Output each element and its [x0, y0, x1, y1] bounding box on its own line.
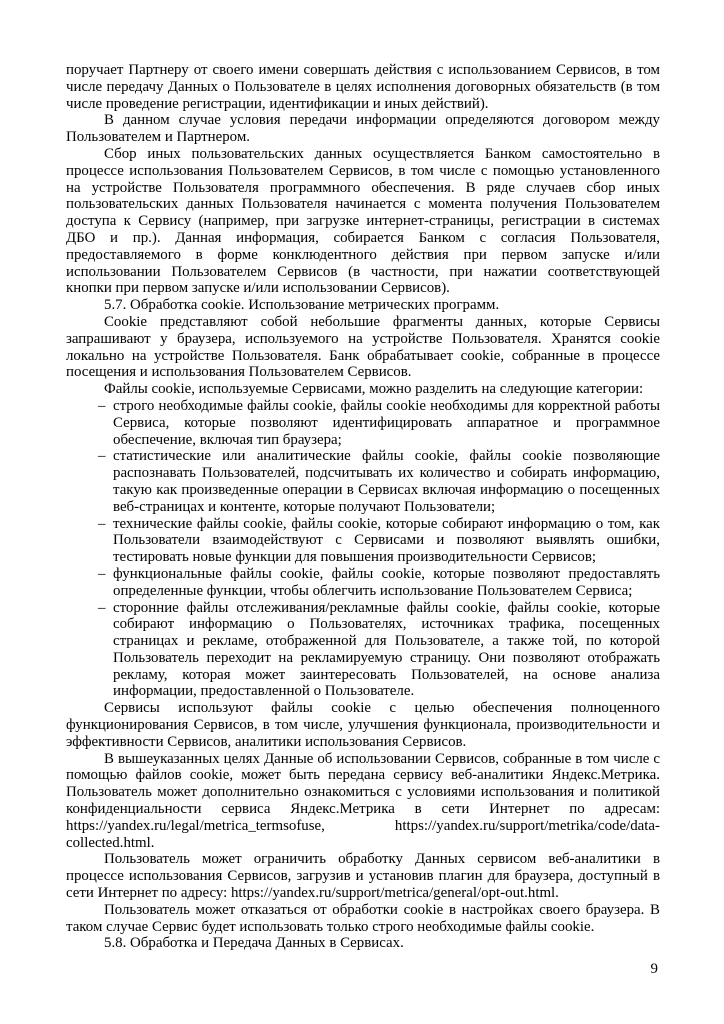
- paragraph: Файлы cookie, используемые Сервисами, можно разделить на следующие категории:: [104, 381, 644, 398]
- paragraph: поручает Партнеру от своего имени совершать действия с использованием Сервисов, в том числе передачу Данных о Пользователе в целях исполнения договорных обязательств (в том числе проведение регистрации, идентификации и иных действий).: [66, 62, 660, 112]
- bullet-text: статистические или аналитические файлы cookie, файлы cookie позволяющие распознавать Пользователей, подсчитывать их количество и собирать информацию, такую как произведенные операции в Сервисах включая информацию о посещенных веб-страницах и контенте, которые получают Пользователи;: [113, 448, 660, 515]
- bullet-text: строго необходимые файлы cookie, файлы cookie необходимы для корректной работы Сервиса, которые позволяют идентифицировать аппаратное и программное обеспечение, включая тип браузера;: [113, 397, 660, 448]
- bullet-dash-icon: –: [98, 565, 106, 582]
- paragraph: В вышеуказанных целях Данные об использовании Сервисов, собранные в том числе с помощью файлов cookie, может быть передана сервису веб-аналитики Яндекс.Метрика. Пользователь может дополнительно ознакомиться с условиями использования и политикой конфиденциальности сервиса Яндекс.Метрика в сети Интернет по адресам: https://yandex.ru/legal/metrica_termsofuse, https://yandex.ru/support/metrika/code/data-collected.html.: [66, 750, 660, 851]
- bullet-text: сторонние файлы отслеживания/рекламные файлы cookie, файлы cookie, которые собирают информацию о Пользователях, источниках трафика, посещенных страницах и рекламе, отображенной для Пользователе, а также той, по которой Пользователь переходит на рекламируемую страницу. Они позволяют отображать рекламу, которая может заинтересовать Пользователей, на основе анализа информации, предоставленной о Пользователе.: [113, 599, 660, 700]
- paragraph: Cookie представляют собой небольшие фрагменты данных, которые Сервисы запрашивают у браузера, используемого на устройстве Пользователя. Хранятся cookie локально на устройстве Пользователя. Банк обрабатывает cookie, собранные в процессе посещения и использования Пользователем Сервисов.: [66, 313, 660, 381]
- bullet-dash-icon: –: [98, 448, 106, 465]
- paragraph: 5.8. Обработка и Передача Данных в Сервисах.: [104, 935, 404, 952]
- bullet-item: [98, 448, 660, 515]
- bullet-item: [98, 600, 660, 701]
- bullet-text: функциональные файлы cookie, файлы cookie, которые позволяют предоставлять определенные функции, чтобы облегчить использование Пользователем Сервиса;: [113, 565, 660, 599]
- paragraph: 5.7. Обработка cookie. Использование метрических программ.: [104, 297, 500, 314]
- paragraph: В данном случае условия передачи информации определяются договором между Пользователем и Партнером.: [66, 112, 660, 146]
- paragraph: Сбор иных пользовательских данных осуществляется Банком самостоятельно в процессе использования Пользователем Сервисов, в том числе с помощью установленного на устройстве Пользователя программного обеспечения. В ряде случаев сбор иных пользовательских данных Пользователя начинается с момента получения Пользователем доступа к Сервису (например, при загрузке интернет-страницы, регистрации в системах ДБО и пр.). Данная информация, собирается Банком с согласия Пользователя, предоставляемого в форме конклюдентного действия при первом запуске и/или использовании Пользователем Сервисов (в частности, при нажатии соответствующей кнопки при первом запуске и/или использовании Сервисов).: [66, 145, 660, 297]
- bullet-dash-icon: –: [98, 515, 106, 532]
- document-body: [66, 62, 660, 952]
- bullet-item: [98, 516, 660, 566]
- page-number: 9: [650, 961, 658, 978]
- bullet-item: [98, 398, 660, 448]
- paragraph: Сервисы используют файлы cookie с целью обеспечения полноценного функционирования Сервисов, в том числе, улучшения функционала, производительности и эффективности Сервисов, аналитики использования Сервисов.: [66, 700, 660, 750]
- bullet-text: технические файлы cookie, файлы cookie, которые собирают информацию о том, как Пользователи взаимодействуют с Сервисами и позволяют выявлять ошибки, тестировать новые функции для повышения производительности Сервисов;: [113, 515, 660, 566]
- paragraph: Пользователь может отказаться от обработки cookie в настройках своего браузера. В таком случае Сервис будет использовать только строго необходимые файлы cookie.: [66, 901, 660, 935]
- bullet-dash-icon: –: [98, 599, 106, 616]
- bullet-dash-icon: –: [98, 397, 106, 414]
- paragraph: Пользователь может ограничить обработку Данных сервисом веб-аналитики в процессе использования Сервисов, загрузив и установив плагин для браузера, доступный в сети Интернет по адресу: https://yandex.ru/support/metrica/general/opt-out.html.: [66, 851, 660, 902]
- bullet-item: [98, 566, 660, 600]
